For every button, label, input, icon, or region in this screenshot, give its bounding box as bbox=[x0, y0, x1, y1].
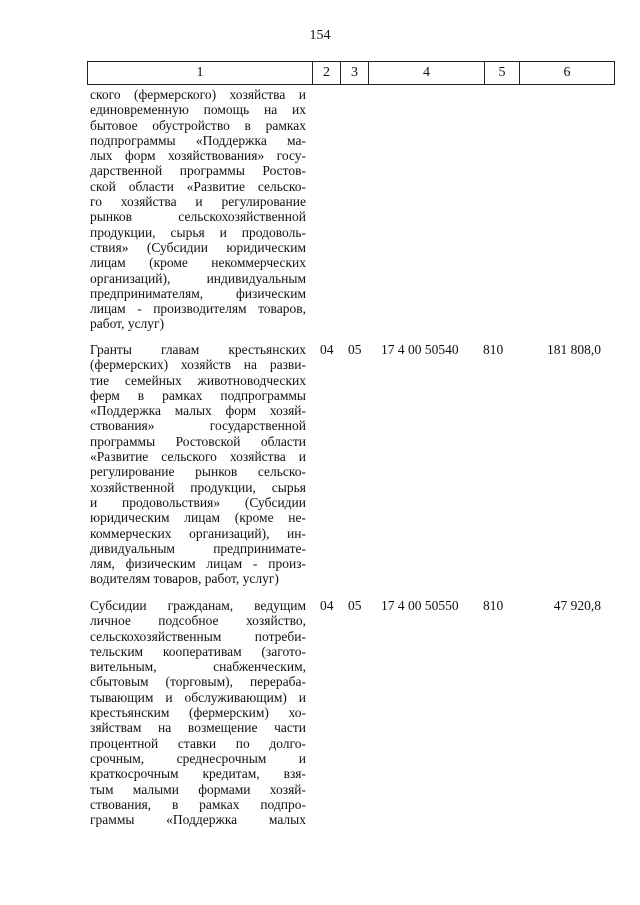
description-line: ской области «Развитие сельско- bbox=[90, 178, 306, 194]
description-line: краткосрочным кредитам, взя- bbox=[90, 766, 306, 782]
row-csr: 17 4 00 50540 bbox=[381, 342, 459, 357]
row-rz: 04 bbox=[320, 342, 334, 357]
header-col-5: 5 bbox=[484, 62, 519, 84]
description-line: предпринимателям, физическим bbox=[90, 285, 306, 301]
description-line: Субсидии гражданам, ведущим bbox=[90, 598, 306, 613]
description-line: тывающим и обслуживающим) и bbox=[90, 689, 306, 705]
description-line: сельскохозяйственным потреби- bbox=[90, 628, 306, 644]
description-line: процентной ставки по долго- bbox=[90, 735, 306, 751]
description-line: программы Ростовской области bbox=[90, 433, 306, 449]
row-vr: 810 bbox=[483, 598, 504, 613]
row-vr: 810 bbox=[483, 342, 504, 357]
description-line: (фермерских) хозяйств на разви- bbox=[90, 357, 306, 373]
description-line: регулирование рынков сельско- bbox=[90, 464, 306, 480]
description-line: срочным, среднесрочным и bbox=[90, 750, 306, 766]
description-line: «Поддержка малых форм хозяй- bbox=[90, 403, 306, 419]
header-col-1: 1 bbox=[87, 62, 312, 84]
description-line: тым малыми формами хозяй- bbox=[90, 781, 306, 797]
description-line: ского (фермерского) хозяйства и bbox=[90, 87, 306, 102]
description-line: тельским кооперативам (загото- bbox=[90, 643, 306, 659]
description-line: рынков сельскохозяйственной bbox=[90, 209, 306, 225]
row-description bbox=[90, 342, 306, 587]
row-pr: 05 bbox=[348, 342, 362, 357]
description-line: крестьянским (фермерским) хо- bbox=[90, 705, 306, 721]
row-pr: 05 bbox=[348, 598, 362, 613]
description-line: организаций), индивидуальным bbox=[90, 270, 306, 286]
header-col-4: 4 bbox=[368, 62, 484, 84]
description-line: ствования, в рамках подпро- bbox=[90, 796, 306, 812]
description-line: личное подсобное хозяйство, bbox=[90, 613, 306, 629]
description-line: лицам - производителям товаров, bbox=[90, 301, 306, 317]
description-line: лых форм хозяйствования» госу- bbox=[90, 148, 306, 164]
description-line: «Развитие сельского хозяйства и bbox=[90, 449, 306, 465]
description-line: юридическим лицам (кроме не- bbox=[90, 510, 306, 526]
row-rz: 04 bbox=[320, 598, 334, 613]
row-csr: 17 4 00 50550 bbox=[381, 598, 459, 613]
description-line: дивидуальным предпринимате- bbox=[90, 540, 306, 556]
description-line: ствия» (Субсидии юридическим bbox=[90, 239, 306, 255]
table-header-row bbox=[87, 61, 615, 85]
row-description bbox=[90, 598, 306, 827]
description-line: зяйствам на возмещение части bbox=[90, 720, 306, 736]
header-col-3: 3 bbox=[340, 62, 368, 84]
description-line: коммерческих организаций), ин- bbox=[90, 525, 306, 541]
header-col-2: 2 bbox=[312, 62, 340, 84]
row-description bbox=[90, 87, 306, 332]
description-line: подпрограммы «Поддержка ма- bbox=[90, 132, 306, 148]
description-line: Гранты главам крестьянских bbox=[90, 342, 306, 357]
description-line: единовременную помощь на их bbox=[90, 102, 306, 118]
description-line: го хозяйства и регулирование bbox=[90, 194, 306, 210]
description-line: лям, физическим лицам - произ- bbox=[90, 556, 306, 572]
description-line: граммы «Поддержка малых bbox=[90, 812, 306, 828]
description-line: тие семейных животноводческих bbox=[90, 372, 306, 388]
description-line: водителям товаров, работ, услуг) bbox=[90, 571, 279, 587]
description-line: бытовое обустройство в рамках bbox=[90, 117, 306, 133]
description-line: сбытовым (торговым), перераба- bbox=[90, 674, 306, 690]
description-line: хозяйственной продукции, сырья bbox=[90, 479, 306, 495]
description-line: лицам (кроме некоммерческих bbox=[90, 255, 306, 271]
description-line: продукции, сырья и продоволь- bbox=[90, 224, 306, 240]
page-number: 154 bbox=[309, 28, 331, 43]
row-amount: 181 808,0 bbox=[547, 342, 601, 357]
description-line: вительным, снабженческим, bbox=[90, 659, 306, 675]
description-line: работ, услуг) bbox=[90, 316, 165, 332]
row-amount: 47 920,8 bbox=[553, 598, 601, 613]
description-line: и продовольствия» (Субсидии bbox=[90, 494, 306, 510]
description-line: ферм в рамках подпрограммы bbox=[90, 387, 306, 403]
header-col-6: 6 bbox=[519, 62, 615, 84]
description-line: дарственной программы Ростов- bbox=[90, 163, 306, 179]
description-line: ствования» государственной bbox=[90, 418, 306, 434]
